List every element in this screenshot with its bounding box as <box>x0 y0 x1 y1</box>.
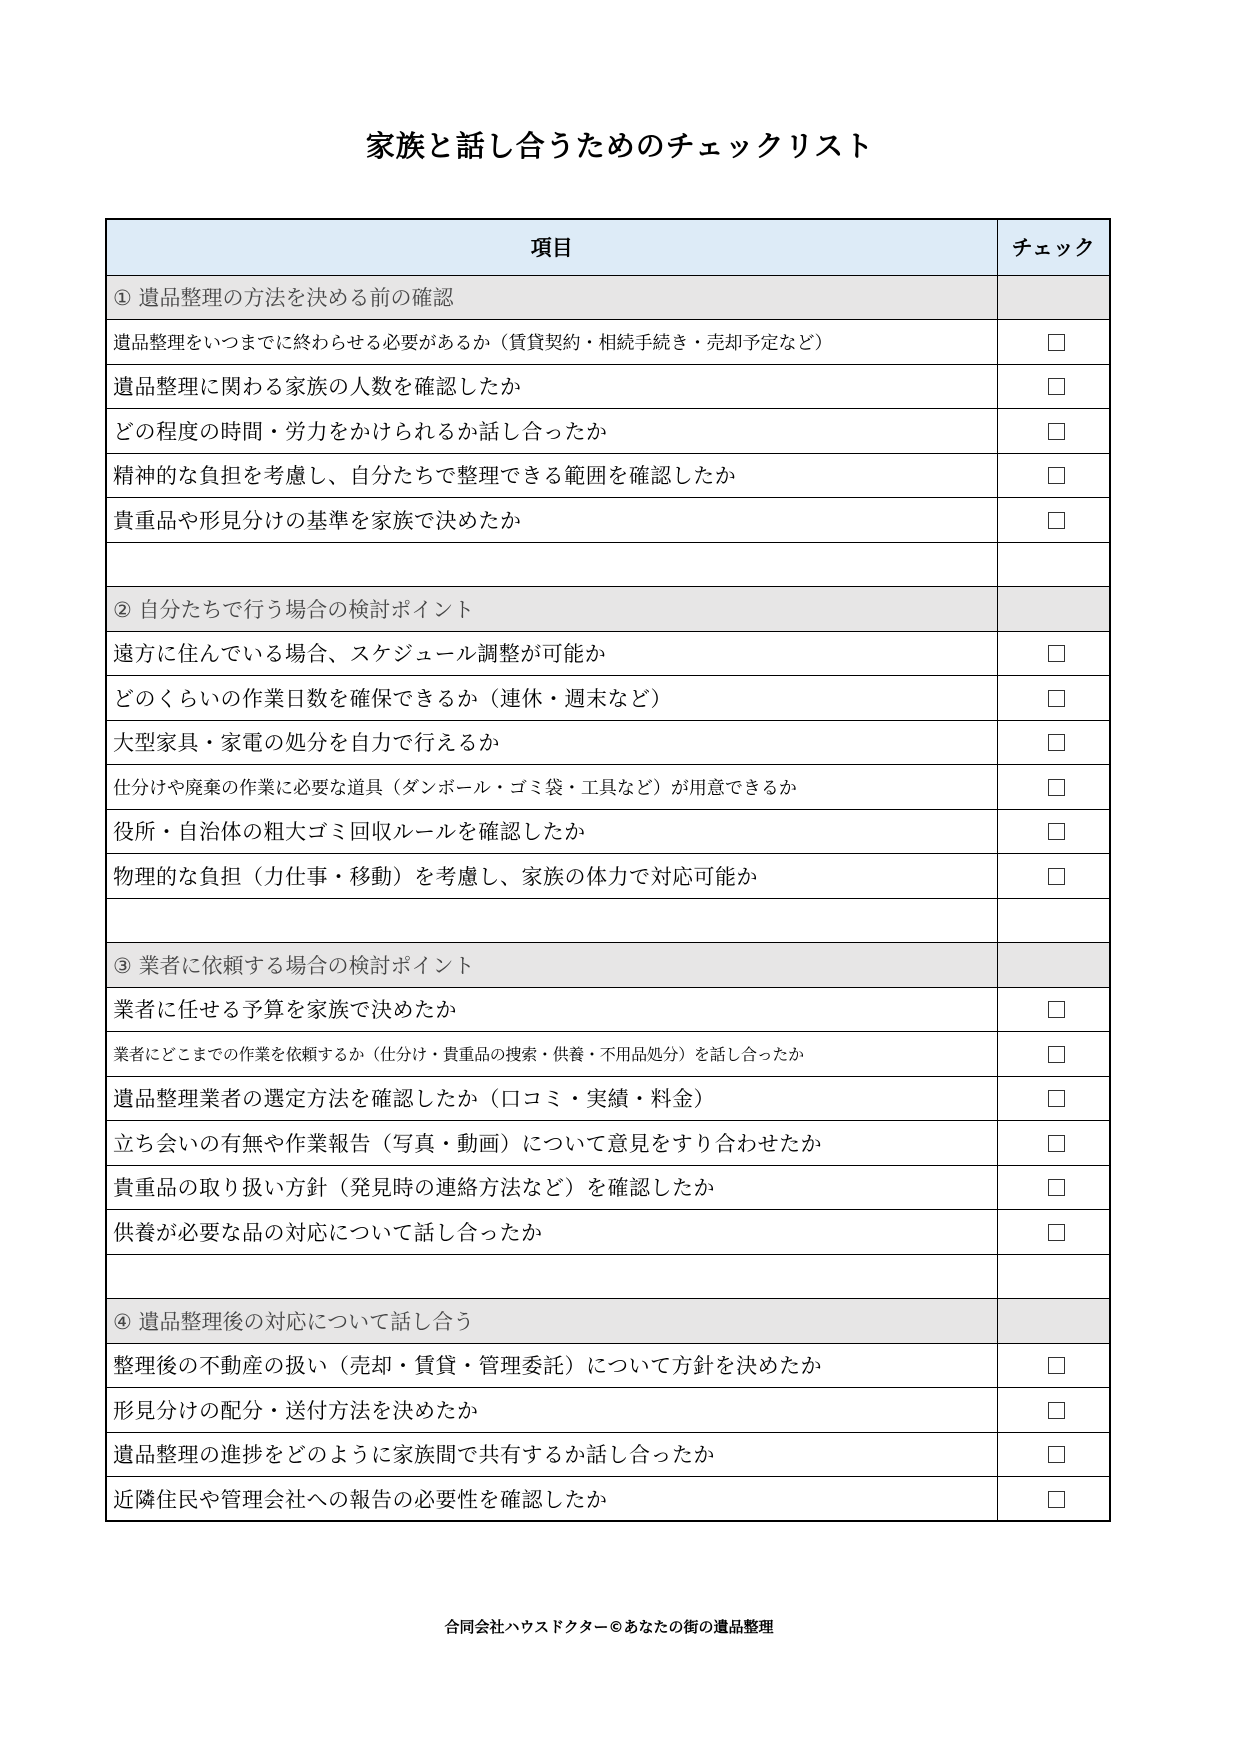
checkbox-cell[interactable] <box>997 453 1110 498</box>
checklist-item-label: 物理的な負担（力仕事・移動）を考慮し、家族の体力で対応可能か <box>106 854 997 899</box>
checklist-row <box>106 765 1110 810</box>
checklist-item-label: 貴重品や形見分けの基準を家族で決めたか <box>106 498 997 543</box>
empty-checkbox-icon[interactable] <box>1048 734 1065 751</box>
checkbox-cell[interactable] <box>997 364 1110 409</box>
empty-checkbox-icon[interactable] <box>1048 467 1065 484</box>
section-title: ① 遺品整理の方法を決める前の確認 <box>106 275 997 320</box>
checkbox-cell[interactable] <box>997 1165 1110 1210</box>
empty-checkbox-icon[interactable] <box>1048 334 1065 351</box>
checklist-item-label: どのくらいの作業日数を確保できるか（連休・週末など） <box>106 676 997 721</box>
checkbox-cell[interactable] <box>997 987 1110 1032</box>
checklist-item-label: 業者にどこまでの作業を依頼するか（仕分け・貴重品の捜索・供養・不用品処分）を話し合ったか <box>106 1032 997 1077</box>
empty-checkbox-icon[interactable] <box>1048 690 1065 707</box>
checklist-item-label: 大型家具・家電の処分を自力で行えるか <box>106 720 997 765</box>
blank-check-cell <box>997 898 1110 943</box>
checklist-row <box>106 1032 1110 1077</box>
check-column-header: チェック <box>997 219 1110 275</box>
table-header-row <box>106 219 1110 275</box>
empty-checkbox-icon[interactable] <box>1048 1357 1065 1374</box>
empty-checkbox-icon[interactable] <box>1048 1046 1065 1063</box>
checkbox-cell[interactable] <box>997 1210 1110 1255</box>
empty-checkbox-icon[interactable] <box>1048 1446 1065 1463</box>
empty-checkbox-icon[interactable] <box>1048 423 1065 440</box>
empty-checkbox-icon[interactable] <box>1048 1001 1065 1018</box>
footer-credit: 合同会社ハウスドクター©あなたの街の遺品整理 <box>444 1618 774 1636</box>
checklist-row <box>106 720 1110 765</box>
checklist-row <box>106 1432 1110 1477</box>
checklist-row <box>106 1076 1110 1121</box>
checklist-item-label: 形見分けの配分・送付方法を決めたか <box>106 1388 997 1433</box>
checklist-item-label: 役所・自治体の粗大ゴミ回収ルールを確認したか <box>106 809 997 854</box>
item-column-header: 項目 <box>106 219 997 275</box>
empty-checkbox-icon[interactable] <box>1048 779 1065 796</box>
checklist-item-label: 貴重品の取り扱い方針（発見時の連絡方法など）を確認したか <box>106 1165 997 1210</box>
empty-checkbox-icon[interactable] <box>1048 512 1065 529</box>
blank-row <box>106 1254 1110 1299</box>
blank-row <box>106 542 1110 587</box>
checklist-row <box>106 987 1110 1032</box>
checklist-row <box>106 1210 1110 1255</box>
checklist-row <box>106 409 1110 454</box>
checkbox-cell[interactable] <box>997 1432 1110 1477</box>
section-header-row <box>106 943 1110 988</box>
empty-checkbox-icon[interactable] <box>1048 645 1065 662</box>
blank-row <box>106 898 1110 943</box>
empty-checkbox-icon[interactable] <box>1048 1090 1065 1107</box>
checklist-item-label: 業者に任せる予算を家族で決めたか <box>106 987 997 1032</box>
section-check-cell <box>997 1299 1110 1344</box>
checklist-row <box>106 320 1110 365</box>
checklist-row <box>106 1343 1110 1388</box>
checkbox-cell[interactable] <box>997 1121 1110 1166</box>
checkbox-cell[interactable] <box>997 1388 1110 1433</box>
empty-checkbox-icon[interactable] <box>1048 1402 1065 1419</box>
checklist-item-label: 仕分けや廃棄の作業に必要な道具（ダンボール・ゴミ袋・工具など）が用意できるか <box>106 765 997 810</box>
checkbox-cell[interactable] <box>997 809 1110 854</box>
checkbox-cell[interactable] <box>997 1477 1110 1522</box>
checklist-row <box>106 631 1110 676</box>
section-header-row <box>106 275 1110 320</box>
section-title: ② 自分たちで行う場合の検討ポイント <box>106 587 997 632</box>
empty-checkbox-icon[interactable] <box>1048 823 1065 840</box>
checklist-row <box>106 498 1110 543</box>
empty-checkbox-icon[interactable] <box>1048 868 1065 885</box>
checklist-row <box>106 1477 1110 1522</box>
section-check-cell <box>997 943 1110 988</box>
checkbox-cell[interactable] <box>997 498 1110 543</box>
section-header-row <box>106 1299 1110 1344</box>
checklist-item-label: 整理後の不動産の扱い（売却・賃貸・管理委託）について方針を決めたか <box>106 1343 997 1388</box>
blank-cell <box>106 542 997 587</box>
section-title: ④ 遺品整理後の対応について話し合う <box>106 1299 997 1344</box>
checklist-item-label: 供養が必要な品の対応について話し合ったか <box>106 1210 997 1255</box>
empty-checkbox-icon[interactable] <box>1048 1135 1065 1152</box>
checklist-item-label: 遺品整理に関わる家族の人数を確認したか <box>106 364 997 409</box>
section-check-cell <box>997 275 1110 320</box>
checklist-row <box>106 1388 1110 1433</box>
checkbox-cell[interactable] <box>997 1032 1110 1077</box>
checkbox-cell[interactable] <box>997 320 1110 365</box>
checkbox-cell[interactable] <box>997 854 1110 899</box>
page-title: 家族と話し合うためのチェックリスト <box>365 129 875 163</box>
checklist-row <box>106 854 1110 899</box>
checklist-item-label: 精神的な負担を考慮し、自分たちで整理できる範囲を確認したか <box>106 453 997 498</box>
checklist-row <box>106 1121 1110 1166</box>
empty-checkbox-icon[interactable] <box>1048 378 1065 395</box>
section-check-cell <box>997 587 1110 632</box>
checklist-item-label: 立ち会いの有無や作業報告（写真・動画）について意見をすり合わせたか <box>106 1121 997 1166</box>
checkbox-cell[interactable] <box>997 720 1110 765</box>
checkbox-cell[interactable] <box>997 631 1110 676</box>
checklist-item-label: 近隣住民や管理会社への報告の必要性を確認したか <box>106 1477 997 1522</box>
checklist-row <box>106 676 1110 721</box>
checklist-body <box>106 275 1110 1521</box>
empty-checkbox-icon[interactable] <box>1048 1179 1065 1196</box>
blank-check-cell <box>997 542 1110 587</box>
empty-checkbox-icon[interactable] <box>1048 1491 1065 1508</box>
checkbox-cell[interactable] <box>997 409 1110 454</box>
blank-cell <box>106 898 997 943</box>
checklist-item-label: どの程度の時間・労力をかけられるか話し合ったか <box>106 409 997 454</box>
section-header-row <box>106 587 1110 632</box>
section-title: ③ 業者に依頼する場合の検討ポイント <box>106 943 997 988</box>
checklist-row <box>106 453 1110 498</box>
checklist-row <box>106 1165 1110 1210</box>
checkbox-cell[interactable] <box>997 765 1110 810</box>
checklist-table <box>105 218 1111 1522</box>
checklist-item-label: 遠方に住んでいる場合、スケジュール調整が可能か <box>106 631 997 676</box>
checkbox-cell[interactable] <box>997 1076 1110 1121</box>
checkbox-cell[interactable] <box>997 676 1110 721</box>
blank-check-cell <box>997 1254 1110 1299</box>
checkbox-cell[interactable] <box>997 1343 1110 1388</box>
checklist-row <box>106 809 1110 854</box>
blank-cell <box>106 1254 997 1299</box>
empty-checkbox-icon[interactable] <box>1048 1224 1065 1241</box>
checklist-row <box>106 364 1110 409</box>
checklist-item-label: 遺品整理業者の選定方法を確認したか（口コミ・実績・料金） <box>106 1076 997 1121</box>
checklist-item-label: 遺品整理をいつまでに終わらせる必要があるか（賃貸契約・相続手続き・売却予定など） <box>106 320 997 365</box>
checklist-item-label: 遺品整理の進捗をどのように家族間で共有するか話し合ったか <box>106 1432 997 1477</box>
